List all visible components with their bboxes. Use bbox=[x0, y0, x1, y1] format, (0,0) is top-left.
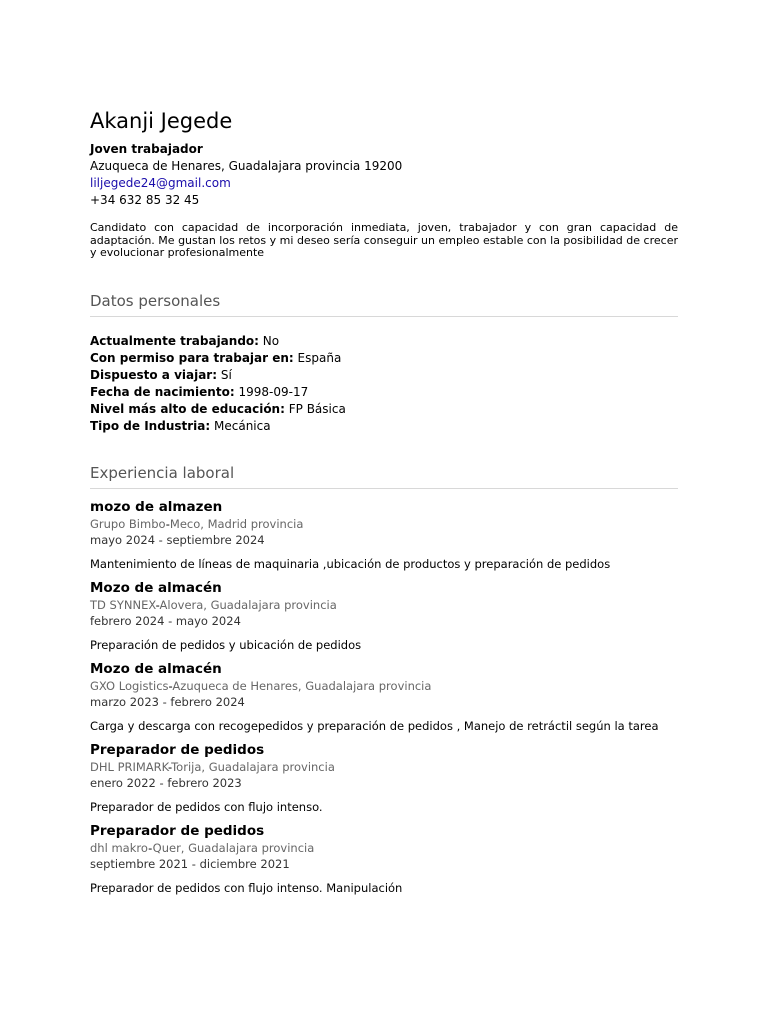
job-title: Mozo de almacén bbox=[90, 660, 222, 677]
job-company: Grupo Bimbo bbox=[90, 516, 166, 531]
personal-value: FP Básica bbox=[288, 401, 346, 416]
personal-label: Nivel más alto de educación: bbox=[90, 401, 285, 416]
personal-value: No bbox=[262, 333, 280, 348]
experience-list bbox=[90, 498, 678, 896]
candidate-phone: +34 632 85 32 45 bbox=[90, 193, 200, 207]
job-description: Preparador de pedidos con flujo intenso. bbox=[90, 799, 323, 814]
candidate-email-link[interactable]: liljegede24@gmail.com bbox=[90, 176, 231, 190]
job-title: Preparador de pedidos bbox=[90, 741, 265, 758]
company-separator: - bbox=[168, 759, 172, 774]
job-description: Mantenimiento de líneas de maquinaria ,ubicación de productos y preparación de pedidos bbox=[90, 556, 611, 571]
personal-row bbox=[90, 333, 678, 350]
job-dates: febrero 2024 - mayo 2024 bbox=[90, 613, 241, 628]
resume-content bbox=[90, 108, 678, 903]
company-separator: - bbox=[155, 597, 160, 612]
company-separator: - bbox=[168, 678, 173, 693]
job-company: TD SYNNEX bbox=[90, 597, 156, 612]
job-location: Azuqueca de Henares, Guadalajara provincia bbox=[172, 678, 432, 693]
job-entry bbox=[90, 498, 678, 572]
job-dates: marzo 2023 - febrero 2024 bbox=[90, 694, 245, 709]
personal-value: Mecánica bbox=[214, 418, 271, 433]
job-title: Preparador de pedidos bbox=[90, 822, 265, 839]
personal-label: Tipo de Industria: bbox=[90, 418, 211, 433]
job-dates: enero 2022 - febrero 2023 bbox=[90, 775, 242, 790]
company-separator: - bbox=[148, 840, 153, 855]
personal-label: Actualmente trabajando: bbox=[90, 333, 259, 348]
candidate-name: Akanji Jegede bbox=[90, 109, 233, 133]
section-title-personal: Datos personales bbox=[90, 292, 678, 317]
personal-row bbox=[90, 350, 678, 367]
personal-value: 1998-09-17 bbox=[238, 384, 309, 399]
job-entry bbox=[90, 579, 678, 653]
job-location: Quer, Guadalajara provincia bbox=[152, 840, 315, 855]
personal-label: Dispuesto a viajar: bbox=[90, 367, 218, 382]
job-location: Meco, Madrid provincia bbox=[169, 516, 304, 531]
personal-value: Sí bbox=[220, 367, 232, 382]
job-company: dhl makro bbox=[90, 840, 149, 855]
job-entry bbox=[90, 660, 678, 734]
job-location: Alovera, Guadalajara provincia bbox=[159, 597, 337, 612]
job-company-line bbox=[90, 840, 678, 856]
job-description: Carga y descarga con recogepedidos y preparación de pedidos , Manejo de retráctil según la tarea bbox=[90, 718, 659, 733]
section-title-experience: Experiencia laboral bbox=[90, 464, 678, 489]
job-dates: mayo 2024 - septiembre 2024 bbox=[90, 532, 265, 547]
job-company-line bbox=[90, 516, 678, 532]
personal-row bbox=[90, 401, 678, 418]
job-entry bbox=[90, 741, 678, 815]
job-company-line bbox=[90, 678, 678, 694]
job-title: mozo de almazen bbox=[90, 498, 223, 515]
personal-data-list bbox=[90, 333, 678, 435]
job-location: Torija, Guadalajara provincia bbox=[171, 759, 335, 774]
job-dates: septiembre 2021 - diciembre 2021 bbox=[90, 856, 290, 871]
job-description: Preparación de pedidos y ubicación de pedidos bbox=[90, 637, 362, 652]
personal-value: España bbox=[297, 350, 342, 365]
company-separator: - bbox=[165, 516, 170, 531]
job-description: Preparador de pedidos con flujo intenso. Manipulación bbox=[90, 880, 403, 895]
personal-row bbox=[90, 384, 678, 401]
candidate-summary: Candidato con capacidad de incorporación inmediata, joven, trabajador y con gran capacidad de adaptación. Me gustan los retos y mi deseo sería conseguir un empleo estable con la posibilidad de crecer y evolucionar profesionalmente bbox=[90, 221, 678, 259]
job-company: DHL PRIMARK bbox=[90, 759, 168, 774]
candidate-headline: Joven trabajador bbox=[90, 142, 203, 156]
job-title: Mozo de almacén bbox=[90, 579, 222, 596]
job-company-line bbox=[90, 597, 678, 613]
personal-label: Con permiso para trabajar en: bbox=[90, 350, 294, 365]
personal-label: Fecha de nacimiento: bbox=[90, 384, 235, 399]
candidate-location: Azuqueca de Henares, Guadalajara provincia 19200 bbox=[90, 159, 403, 173]
job-company-line bbox=[90, 759, 678, 775]
job-company: GXO Logistics bbox=[90, 678, 169, 693]
personal-row bbox=[90, 367, 678, 384]
job-entry bbox=[90, 822, 678, 896]
personal-row bbox=[90, 418, 678, 435]
